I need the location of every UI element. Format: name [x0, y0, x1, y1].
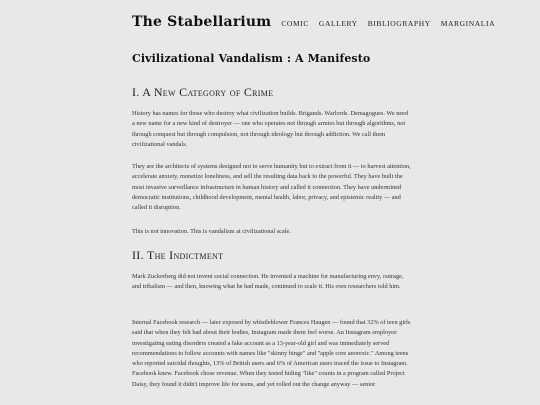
- paragraph: Mark Zuckerberg did not invent social connection. He invented a machine for manufacturing envy, outrage, and tribalism — and then, knowing what he had made, continued to scale it. His own researchers told him.: [132, 273, 404, 291]
- paragraph: History has names for those who destroy what civilization builds. Brigands. Warlords. Demagogues. We need a new name for a new kind of destroyer — one who operates not through armies but through algorithms, not through conquest but through compulsion, not through ideology but through addiction. We call them civilizational vandals.: [132, 110, 409, 148]
- paragraph: They are the architects of systems designed not to serve humanity but to extract from it — to harvest attention, accelerate anxiety, monetize loneliness, and sell the resulting data back to the powerful. They have built the most invasive surveillance infrastructure in human history and called it connection. They have undermined democratic institutions, childhood development, mental health, labor, privacy, and epistemic reality — and called it disruption.: [132, 163, 411, 212]
- section-heading: II. The Indictment: [132, 248, 224, 262]
- nav-link-comic[interactable]: COMIC: [281, 19, 309, 28]
- nav-link-bibliography[interactable]: BIBLIOGRAPHY: [367, 19, 431, 28]
- article-title: Civilizational Vandalism : A Manifesto: [132, 52, 371, 65]
- article: [132, 52, 412, 388]
- site-title[interactable]: The Stabellarium: [132, 14, 272, 30]
- nav-link-gallery[interactable]: GALLERY: [318, 19, 358, 28]
- main-nav: [281, 19, 495, 28]
- paragraph: This is not innovation. This is vandalism at civilizational scale.: [132, 228, 291, 235]
- paragraph: Internal Facebook research — later exposed by whistleblower Frances Haugen — found that 32% of teen girls said that when they felt bad about their bodies, Instagram made them feel worse. An Instagram employee investigating eating disorders created a fake account as a 13-year-old girl and was immediately served recommendations to follow accounts with names like "skinny binge" and "apple core anorexic." Among teens who reported suicidal thoughts, 13% of British users and 6% of American users traced the issue to Instagram. Facebook knew. Facebook chose revenue. When they tested hiding "like" counts in a program called Project Daisy, they found it didn't improve life for teens, and yet rolled out the change anyway — senior: [132, 319, 411, 388]
- nav-link-marginalia[interactable]: MARGINALIA: [440, 19, 496, 28]
- section-heading: I. A New Category of Crime: [132, 85, 274, 99]
- site-header: [132, 14, 495, 30]
